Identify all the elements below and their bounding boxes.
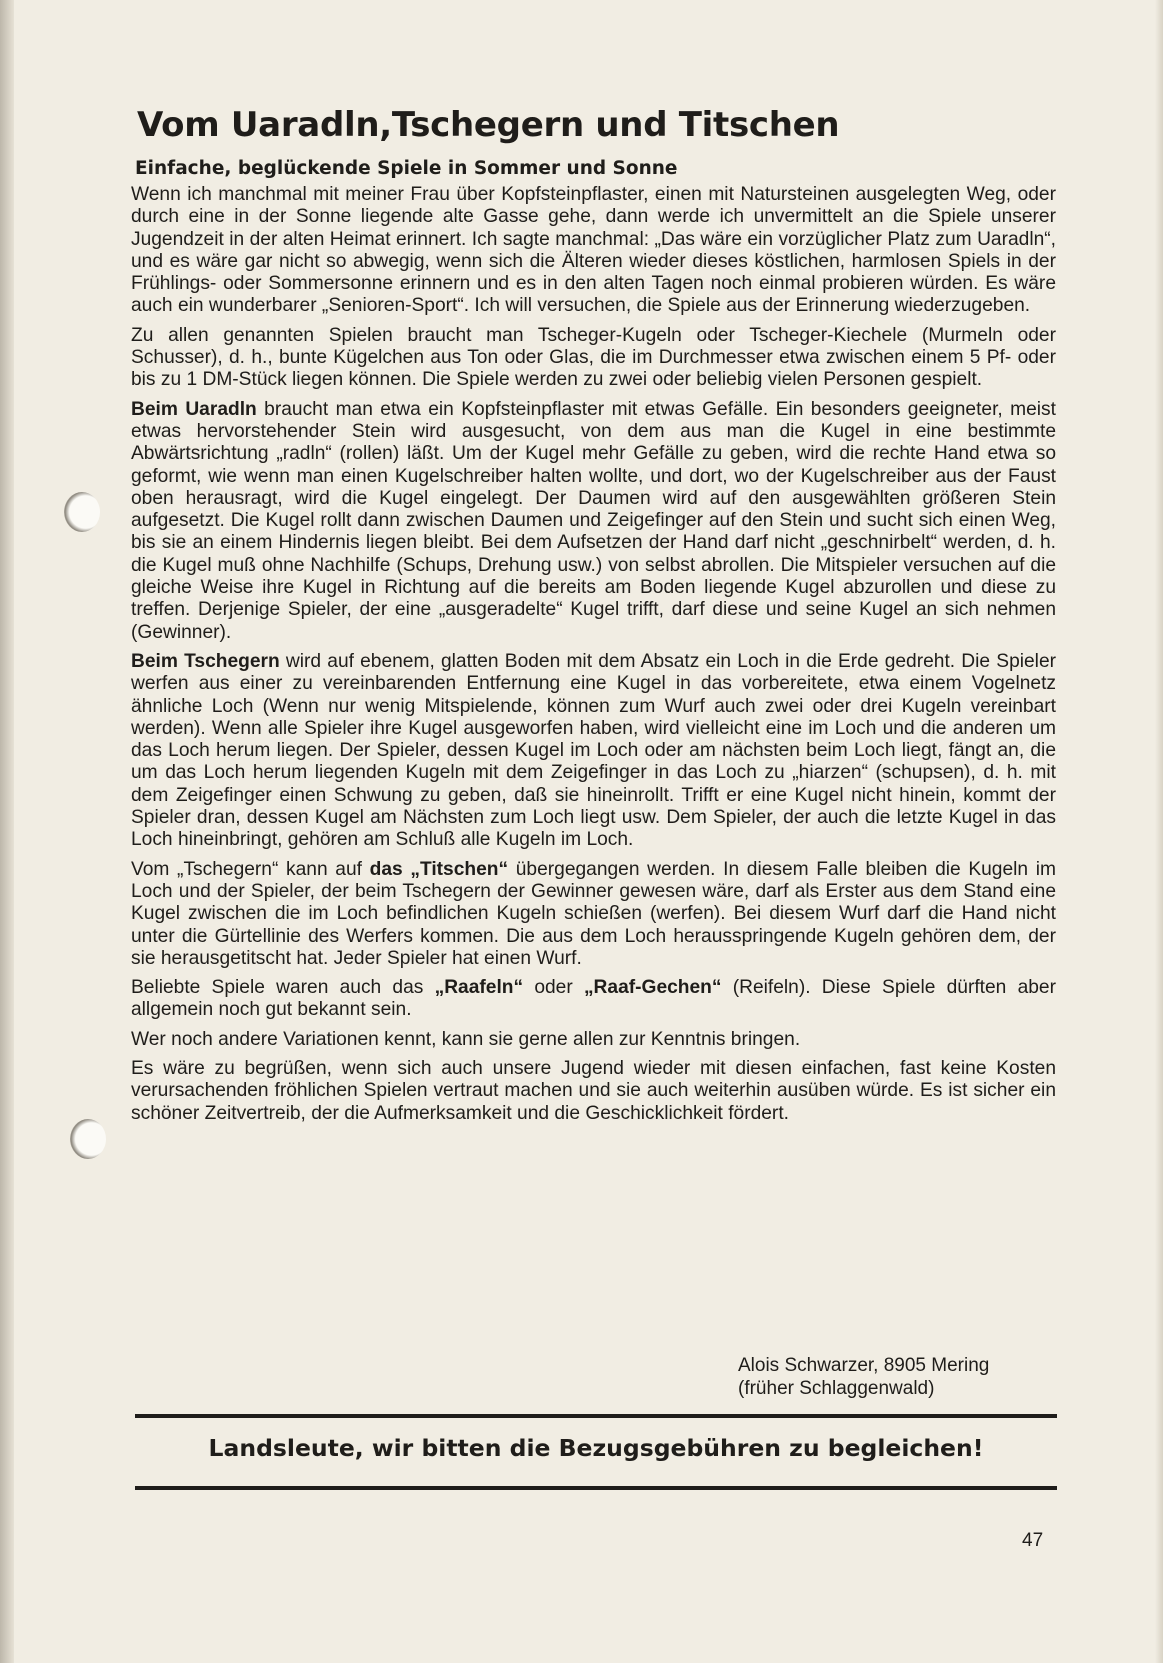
paragraph-lead-2: „Raaf-Gechen“ <box>583 977 722 999</box>
paragraph-variations <box>131 1029 1056 1051</box>
paragraph-titschen <box>131 859 1056 970</box>
article-title: Vom Uaradln,Tschegern und Titschen <box>137 105 840 145</box>
author-signature <box>560 1354 1052 1400</box>
paragraph-text: (Reifeln). Diese Spiele dürften aber allgemein noch gut bekannt sein. <box>131 977 1056 1021</box>
paragraph-equipment <box>131 325 1056 392</box>
article-subtitle: Einfache, beglückende Spiele in Sommer und Sonne <box>135 158 678 179</box>
notice-bottom-rule <box>135 1486 1057 1490</box>
punch-hole-top <box>64 492 100 532</box>
paragraph-intro <box>131 184 1056 318</box>
paragraph-lead: das „Titschen“ <box>369 858 509 880</box>
author-name-line: Alois Schwarzer, 8905 Mering <box>738 1355 990 1376</box>
notice-top-rule <box>135 1414 1057 1418</box>
paragraph-closing <box>131 1058 1056 1125</box>
payment-notice: Landsleute, wir bitten die Bezugsgebühren zu begleichen! <box>208 1434 984 1462</box>
paragraph-raafeln <box>131 977 1056 1022</box>
paragraph-text: Wer noch andere Variationen kennt, kann sie gerne allen zur Kenntnis bringen. <box>131 1028 801 1050</box>
paragraph-tschegern <box>131 651 1056 852</box>
paragraph-pre: Vom „Tschegern“ kann auf <box>131 858 370 880</box>
paragraph-mid: oder <box>523 977 584 999</box>
page-number: 47 <box>1022 1530 1044 1551</box>
paragraph-text: Es wäre zu begrüßen, wenn sich auch unsere Jugend wieder mit diesen einfachen, fast keine Kosten verursachenden fröhlichen Spielen vertraut machen und sie auch weiterhin ausüben würde. Es ist sicher ein schöner Zeitvertreib, der die Aufmerksamkeit und die Geschicklichkeit fördert. <box>131 1057 1056 1124</box>
page-right-edge <box>1155 0 1163 1663</box>
paragraph-text: braucht man etwa ein Kopfsteinpflaster mit etwas Gefälle. Ein besonders geeigneter, meist etwas hervorstehender Stein wird ausgesucht, von dem aus man die Kugel in eine bestimmte Abwärtsrichtung „radln“ (rollen) läßt. Um der Kugel mehr Gefälle zu geben, wird die rechte Hand etwa so geformt, wie wenn man einen Kugelschreiber halten wollte, und dort, wo der Kugelschreiber aus der Faust oben herausragt, wird die Kugel eingelegt. Der Daumen wird auf den ausgewählten größeren Stein aufgesetzt. Die Kugel rollt dann zwischen Daumen und Zeigefinger auf den Stein und sucht sich einen Weg, bis sie an einem Hindernis liegen bleibt. Bei dem Aufsetzen der Hand darf nicht „geschnirbelt“ werden, d. h. die Kugel muß ohne Nachhilfe (Schups, Drehung usw.) von selbst abrollen. Die Mitspieler versuchen auf die gleiche Weise ihre Kugel in Richtung auf die bereits am Boden liegende Kugel abzurollen und diese zu treffen. Derjenige Spieler, der eine „ausgeradelte“ Kugel trifft, darf diese und seine Kugel an sich nehmen (Gewinner). <box>131 398 1056 643</box>
paragraph-lead: Beim Tschegern <box>131 650 280 672</box>
paragraph-pre: Beliebte Spiele waren auch das <box>131 977 435 999</box>
article-body <box>131 184 1056 1132</box>
punch-hole-bottom <box>70 1119 106 1159</box>
author-origin-line: (früher Schlaggenwald) <box>738 1378 935 1399</box>
paragraph-text: übergegangen werden. In diesem Falle bleiben die Kugeln im Loch und der Spieler, der beim Tschegern der Gewinner gewesen wäre, darf als Erster aus dem Stand eine Kugel zwischen die im Loch befindlichen Kugeln schießen (werfen). Bei diesem Wurf darf die Hand nicht unter die Gürtellinie des Werfers kommen. Die aus dem Loch herausspringende Kugeln gehören dem, der sie herausgetitscht hat. Jeder Spieler hat einen Wurf. <box>131 858 1056 969</box>
page-binding-edge <box>0 0 14 1663</box>
paragraph-text: Wenn ich manchmal mit meiner Frau über Kopfsteinpflaster, einen mit Natursteinen ausgelegten Weg, oder durch eine in der Sonne liegende alte Gasse gehe, dann werde ich unvermittelt an die Spiele unserer Jugendzeit in der alten Heimat erinnert. Ich sagte manchmal: „Das wäre ein vorzüglicher Platz zum Uaradln“, und es wäre gar nicht so abwegig, wenn sich die Älteren wieder dieses köstlichen, harmlosen Spiels in der Frühlings- oder Sommersonne erinnern und es in den alten Tagen noch einmal probieren würden. Es wäre auch ein wunderbarer „Senioren-Sport“. Ich will versuchen, die Spiele aus der Erinnerung wiederzugeben. <box>131 184 1056 317</box>
paragraph-text: Zu allen genannten Spielen braucht man Tscheger-Kugeln oder Tscheger-Kiechele (Murmeln oder Schusser), d. h., bunte Kügelchen aus Ton oder Glas, die im Durchmesser etwa zwischen einem 5 Pf- oder bis zu 1 DM-Stück liegen können. Die Spiele werden zu zwei oder beliebig vielen Personen gespielt. <box>131 324 1056 391</box>
paragraph-lead: „Raafeln“ <box>434 977 524 999</box>
paragraph-uaradln <box>131 399 1056 644</box>
paragraph-text: wird auf ebenem, glatten Boden mit dem Absatz ein Loch in die Erde gedreht. Die Spieler werfen aus einer zu vereinbarenden Entfernung eine Kugel in das vorbereitete, etwa einem Vogelnetz ähnliche Loch (Wenn nur wenig Mitspielende, können zum Wurf auch zwei oder drei Kugeln vereinbart werden). Wenn alle Spieler ihre Kugel ausgeworfen haben, wird vielleicht eine im Loch und die anderen um das Loch herum liegen. Der Spieler, dessen Kugel im Loch oder am nächsten beim Loch liegt, fängt an, die um das Loch herum liegenden Kugeln mit dem Zeigefinger in das Loch zu „hiarzen“ (schupsen), d. h. mit dem Zeigefinger einen Schwung zu geben, daß sie hineinrollt. Trifft er eine Kugel nicht hinein, kommt der Spieler dran, dessen Kugel am Nächsten zum Loch liegt usw. Dem Spieler, der auch die letzte Kugel in das Loch hineinbringt, gehören am Schluß alle Kugeln im Loch. <box>131 650 1056 851</box>
paragraph-lead: Beim Uaradln <box>131 398 257 420</box>
